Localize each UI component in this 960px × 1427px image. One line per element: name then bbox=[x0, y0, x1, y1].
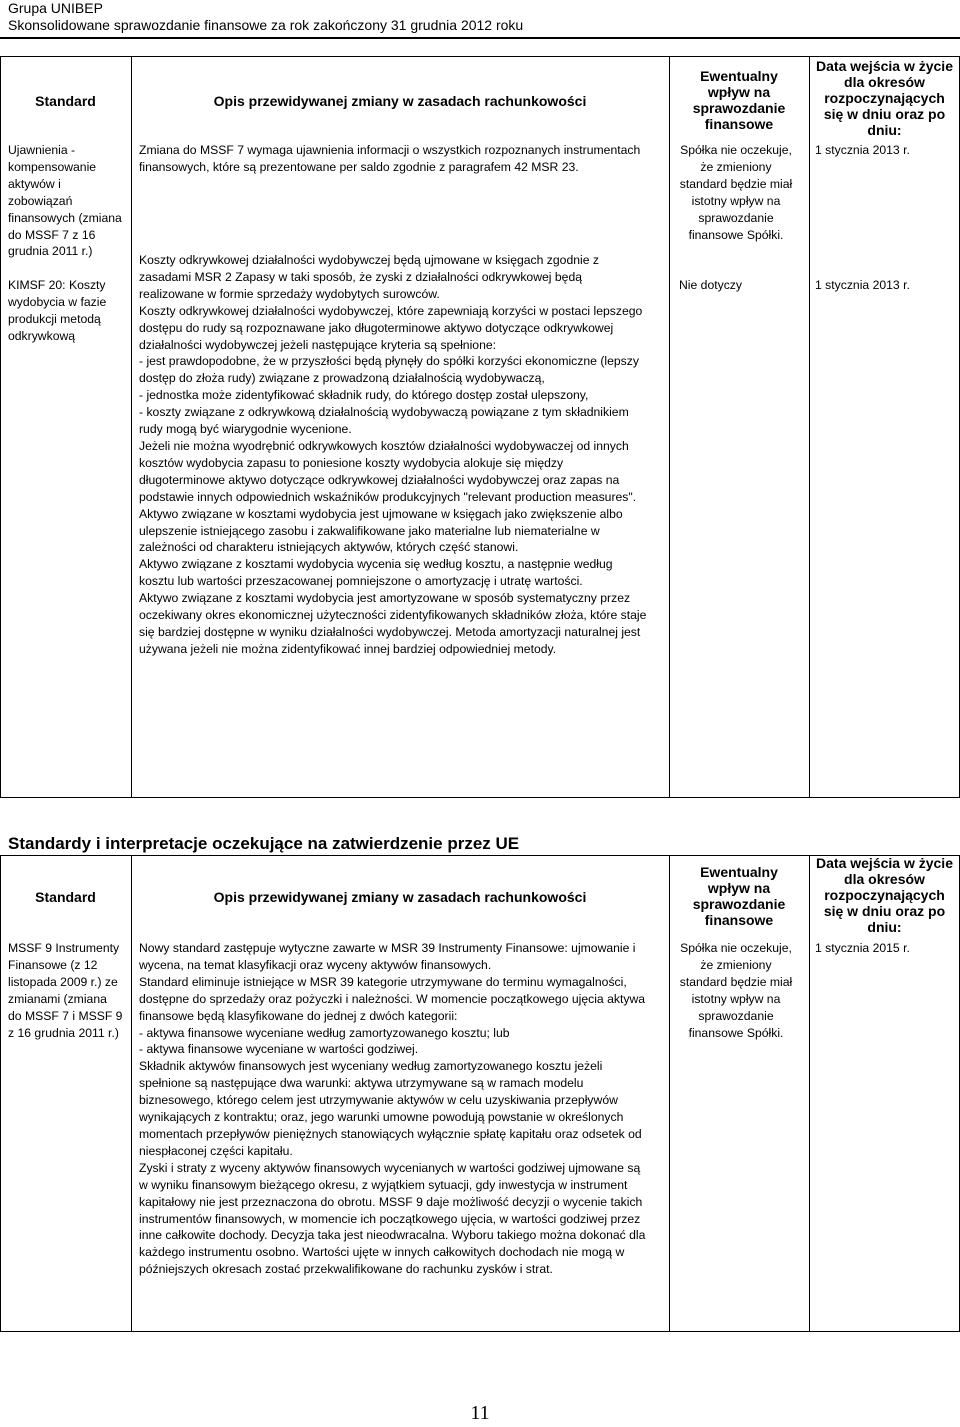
row1-standard: Ujawnienia - kompensowanie aktywów i zobowiązań finansowych (zmiana do MSSF 7 z 16 grudnia 2011 r.) bbox=[8, 143, 122, 259]
report-title: Skonsolidowane sprawozdanie finansowe za rok zakończony 31 grudnia 2012 roku bbox=[8, 17, 524, 33]
page-number: 11 bbox=[470, 1402, 490, 1424]
header-divider bbox=[0, 37, 960, 39]
row1-effective-date: 1 stycznia 2015 r. bbox=[815, 941, 910, 955]
section-title: Standardy i interpretacje oczekujące na zatwierdzenie przez UE bbox=[8, 834, 520, 853]
header-description: Opis przewidywanej zmiany w zasadach rachunkowości bbox=[213, 93, 587, 109]
row1-standard: MSSF 9 Instrumenty Finansowe (z 12 listopada 2009 r.) ze zmianami (zmiana do MSSF 7 i MSSF 9 z 16 grudnia 2011 r.) bbox=[8, 941, 123, 1040]
row1-description: Zmiana do MSSF 7 wymaga ujawnienia informacji o wszystkich rozpoznanych instrumentach finansowych, które są prezentowane per saldo zgodnie z paragrafem 42 MSR 23. bbox=[139, 143, 641, 174]
table-border-bottom bbox=[0, 797, 960, 798]
header-effective-date: Data wejścia w życie dla okresów rozpoczynających się w dniu oraz po dniu: bbox=[816, 855, 953, 935]
header-standard: Standard bbox=[35, 93, 96, 109]
page-header bbox=[8, 0, 523, 34]
table-border-left bbox=[0, 855, 1, 1332]
header-effective-date: Data wejścia w życie dla okresów rozpoczynających się w dniu oraz po dniu: bbox=[816, 58, 953, 138]
row1-impact: Spółka nie oczekuje, że zmieniony standard będzie miał istotny wpływ na sprawozdanie finansowe Spółki. bbox=[679, 941, 793, 1040]
standards-table-2 bbox=[0, 855, 960, 1332]
header-standard: Standard bbox=[35, 889, 96, 905]
table-border-top bbox=[0, 56, 960, 57]
header-description: Opis przewidywanej zmiany w zasadach rachunkowości bbox=[213, 889, 587, 905]
row1-description: Nowy standard zastępuje wytyczne zawarte w MSR 39 Instrumenty Finansowe: ujmowanie i wycena, na temat klasyfikacji oraz wyceny aktywów finansowych. Standard eliminuje istniejące w MSR 39 kategorie utrzymywane do terminu wymagalności, dostępne do sprzedaży oraz pożyczki i należności. W momencie początkowego ujęcia aktywa finansowe będą klasyfikowane do jednej z dwóch kategorii: - aktywa finansowe wyceniane według zamortyzowanego kosztu; lub - aktywa finansowe wyceniane w wartości godziwej. Składnik aktywów finansowych jest wyceniany według zamortyzowanego kosztu jeżeli spełnione są następujące dwa warunki: aktywa utrzymywane są w ramach modelu biznesowego, którego celem jest utrzymywanie aktywów w celu uzyskiwania przepływów wynikających z kontraktu; oraz, jego warunki umowne powodują powstanie w określonych momentach przepływów pieniężnych stanowiących wyłącznie spłatę kapitału oraz odsetek od niespłaconej części kapitału. Zyski i straty z wyceny aktywów finansowych wycenianych w wartości godziwej ujmowane są w wyniku finansowym bieżącego okresu, z wyjątkiem sytuacji, gdy inwestycja w instrument kapitałowy nie jest przeznaczona do obrotu. MSSF 9 daje możliwość decyzji o wycenie takich instrumentów finansowych, w momencie ich początkowego ujęcia, w wartości godziwej przez inne całkowite dochody. Decyzja taka jest nieodwracalna. Wyboru takiego można dokonać dla każdego instrumentu osobno. Wartości ujęte w innych całkowitych dochodach nie mogą w późniejszych okresach zostać przekwalifikowane do rachunku zysków i strat. bbox=[139, 941, 646, 1277]
row2-impact: Nie dotyczy bbox=[679, 278, 742, 292]
company-name: Grupa UNIBEP bbox=[8, 0, 103, 16]
column-divider bbox=[809, 56, 810, 798]
standards-table-1 bbox=[0, 56, 960, 798]
table-border-bottom bbox=[0, 1331, 960, 1332]
row2-standard: KIMSF 20: Koszty wydobycia w fazie produkcji metodą odkrywkową bbox=[8, 278, 107, 343]
row1-impact: Spółka nie oczekuje, że zmieniony standard będzie miał istotny wpływ na sprawozdanie finansowe Spółki. bbox=[679, 143, 793, 242]
header-impact: Ewentualny wpływ na sprawozdanie finansowe bbox=[692, 864, 786, 928]
header-impact: Ewentualny wpływ na sprawozdanie finansowe bbox=[692, 68, 786, 132]
row2-effective-date: 1 stycznia 2013 r. bbox=[815, 278, 910, 292]
row1-effective-date: 1 stycznia 2013 r. bbox=[815, 143, 910, 157]
row2-description: Koszty odkrywkowej działalności wydobywczej będą ujmowane w księgach zgodnie z zasadami MSR 2 Zapasy w taki sposób, że zyski z działalności odkrywkowej będą realizowane w formie sprzedaży wydobytych surowców. Koszty odkrywkowej działalności wydobywczej, które zapewniają korzyści w postaci lepszego dostępu do rudy są rozpoznawane jako długoterminowe aktywo dotyczące odkrywkowej działalności wydobywczej jeżeli następujące kryteria są spełnione: - jest prawdopodobne, że w przyszłości będą płynęły do spółki korzyści ekonomiczne (lepszy dostęp do złoża rudy) związane z prowadzoną działalnością wydobywaczą, - jednostka może zidentyfikować składnik rudy, do którego dostęp został ulepszony, - koszty związane z odkrywkową działalnością wydobywaczą powiązane z tym składnikiem rudy mogą być wiarygodnie wycenione. Jeżeli nie można wyodrębnić odkrywkowych kosztów działalności wydobywaczej od innych kosztów wydobycia zapasu to poniesione koszty wydobycia alokuje się między długoterminowe aktywo dotyczące odkrywkowej działalności wydobywczej oraz zapas na podstawie innych odpowiednich wskaźników produkcyjnych "relevant production measures". Aktywo związane w kosztami wydobycia jest ujmowane w księgach jako zwiększenie albo ulepszenie istniejącego zasobu i zakwalifikowane jako materialne lub niematerialne w zależności od charakteru istniejących aktywów, których część stanowi. Aktywo związane z kosztami wydobycia wycenia się według kosztu, a następnie według kosztu lub wartości przeszacowanej pomniejszone o amortyzację i utratę wartości. Aktywo związane z kosztami wydobycia jest amortyzowane w sposób systematyczny przez oczekiwany okres ekonomicznej użyteczności zidentyfikowanych składników złoża, które staje się bardziej dostępne w wyniku działalności wydobywczej. Metoda amortyzacji naturalnej jest używana jeżeli nie można zidentyfikować innej bardziej odpowiedniej metody. bbox=[139, 253, 647, 656]
